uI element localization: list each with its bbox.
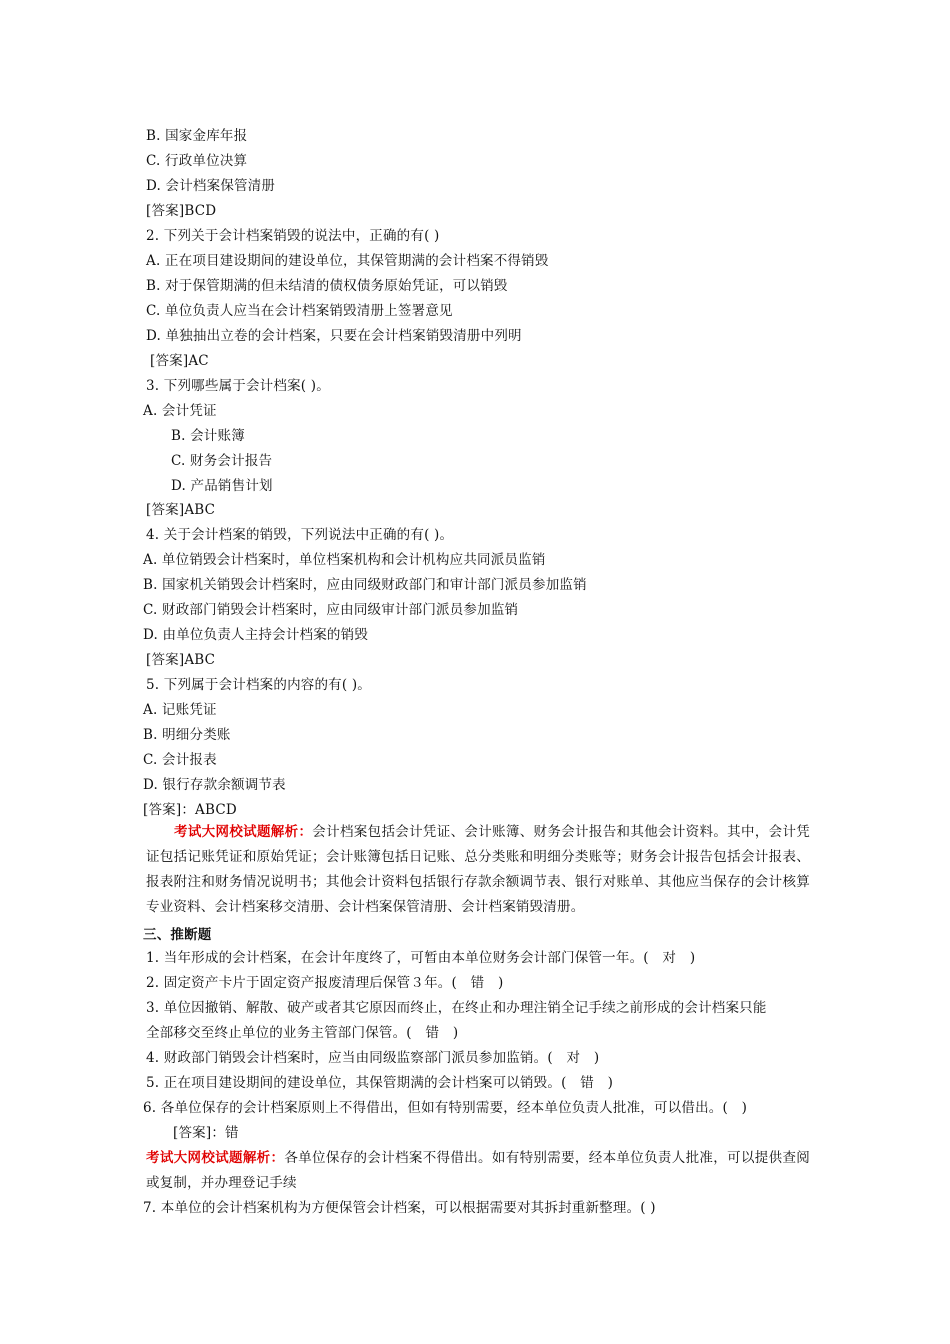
analysis-label: 考试大网校试题解析：: [174, 824, 313, 840]
option-line: B. 国家机关销毁会计档案时，应由同级财政部门和审计部门派员参加监销: [143, 577, 587, 593]
judge-question: 1. 当年形成的会计档案，在会计年度终了，可暂由本单位财务会计部门保管一年。( 对 ): [146, 950, 696, 966]
option-line: A. 单位销毁会计档案时，单位档案机构和会计机构应共同派员监销: [143, 552, 546, 568]
answer-line: [答案]ABC: [146, 652, 216, 668]
option-line: B. 对于保管期满的但未结清的债权债务原始凭证，可以销毁: [146, 278, 508, 294]
judge-question: 7. 本单位的会计档案机构为方便保管会计档案，可以根据需要对其拆封重新整理。( ): [143, 1200, 656, 1216]
option-line: B. 国家金库年报: [146, 128, 248, 144]
judge-question: 3. 单位因撤销、解散、破产或者其它原因而终止，在终止和办理注销全记手续之前形成的会计档案只能: [146, 1000, 767, 1016]
answer-line: [答案]：ABCD: [143, 802, 237, 818]
judge-question: 6. 各单位保存的会计档案原则上不得借出，但如有特别需要，经本单位负责人批准，可以借出。( ): [143, 1100, 748, 1116]
question-line: 2. 下列关于会计档案销毁的说法中，正确的有( ): [146, 228, 440, 244]
analysis-text: 会计档案包括会计凭证、会计账簿、财务会计报告和其他会计资料。其中，会计凭证包括记账凭证和原始凭证；会计账簿包括日记账、总分类账和明细分类账等；财务会计报告包括会计报表、报表附注和财务情况说明书；其他会计资料包括银行存款余额调节表、银行对账单、其他应当保存的会计核算专业资料、会计档案移交清册、会计档案保管清册、会计档案销毁清册。: [146, 824, 811, 915]
option-line: B. 会计账簿: [171, 428, 245, 444]
question-line: 5. 下列属于会计档案的内容的有( )。: [146, 677, 371, 693]
option-line: D. 银行存款余额调节表: [143, 777, 286, 793]
answer-line: [答案]AC: [150, 353, 209, 369]
option-line: B. 明细分类账: [143, 727, 231, 743]
analysis-paragraph: [146, 1146, 810, 1196]
option-line: C. 会计报表: [143, 752, 217, 768]
question-line: 4. 关于会计档案的销毁，下列说法中正确的有( )。: [146, 527, 454, 543]
option-line: D. 产品销售计划: [171, 478, 273, 494]
answer-line: [答案]BCD: [146, 203, 217, 219]
answer-line: [答案]：错: [173, 1125, 239, 1141]
judge-question: 5. 正在项目建设期间的建设单位，其保管期满的会计档案可以销毁。( 错 ): [146, 1075, 614, 1091]
option-line: D. 由单位负责人主持会计档案的销毁: [143, 627, 369, 643]
judge-question: 4. 财政部门销毁会计档案时，应当由同级监察部门派员参加监销。( 对 ): [146, 1050, 600, 1066]
answer-line: [答案]ABC: [146, 502, 216, 518]
option-line: D. 会计档案保管清册: [146, 178, 276, 194]
option-line: D. 单独抽出立卷的会计档案，只要在会计档案销毁清册中列明: [146, 328, 522, 344]
option-line: C. 财务会计报告: [171, 453, 273, 469]
judge-question-continued: 全部移交至终止单位的业务主管部门保管。( 错 ): [146, 1025, 459, 1041]
analysis-text: 各单位保存的会计档案不得借出。如有特别需要，经本单位负责人批准，可以提供查阅或复制，并办理登记手续: [146, 1150, 810, 1191]
option-line: A. 正在项目建设期间的建设单位，其保管期满的会计档案不得销毁: [146, 253, 549, 269]
option-line: C. 单位负责人应当在会计档案销毁清册上签署意见: [146, 303, 453, 319]
analysis-paragraph: [146, 820, 810, 920]
option-line: C. 财政部门销毁会计档案时，应由同级审计部门派员参加监销: [143, 602, 519, 618]
option-line: A. 会计凭证: [143, 403, 217, 419]
option-line: C. 行政单位决算: [146, 153, 248, 169]
question-line: 3. 下列哪些属于会计档案( )。: [146, 378, 330, 394]
section-title: 三、推断题: [143, 927, 212, 943]
option-line: A. 记账凭证: [143, 702, 217, 718]
analysis-label: 考试大网校试题解析：: [146, 1150, 285, 1166]
judge-question: 2. 固定资产卡片于固定资产报废清理后保管３年。( 错 ): [146, 975, 504, 991]
